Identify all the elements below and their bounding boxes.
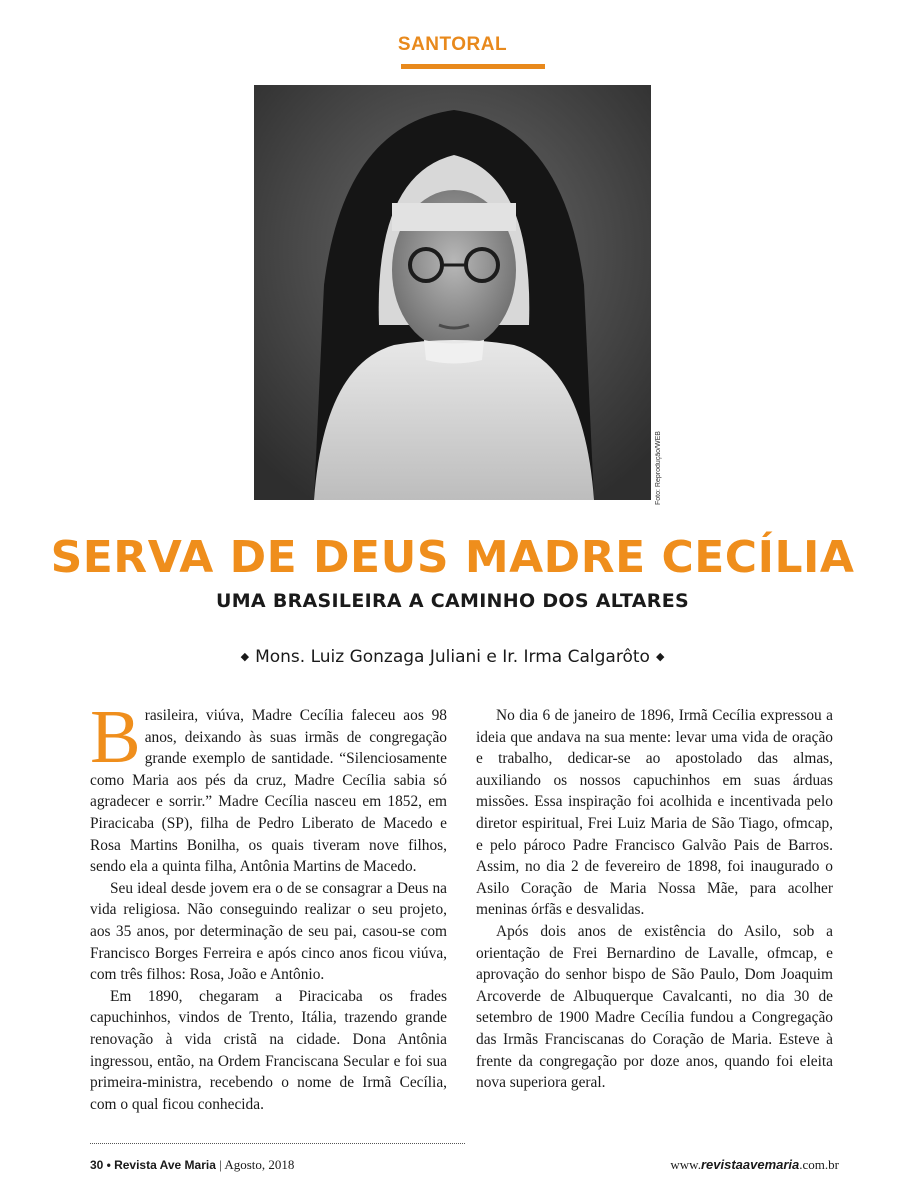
byline-authors: Mons. Luiz Gonzaga Juliani e Ir. Irma Calgarôto (255, 647, 650, 667)
footer-folio (90, 1157, 294, 1173)
section-rule (401, 64, 545, 69)
issue-date: Agosto, 2018 (224, 1157, 295, 1172)
footer-url[interactable]: www.revistaavemaria.com.br (670, 1157, 839, 1172)
article-title: SERVA DE DEUS MADRE CECÍLIA (50, 532, 855, 583)
paragraph: Seu ideal desde jovem era o de se consagrar a Deus na vida religiosa. Não conseguindo realizar o seu projeto, aos 35 anos, por determinação de seu pai, casou-se com Francisco Borges Ferreira e após cinco anos ficou viúva, com três filhos: Rosa, João e Antônio. (90, 879, 447, 984)
drop-cap: B (90, 695, 141, 779)
page-number: 30 (90, 1158, 104, 1172)
paragraph: No dia 6 de janeiro de 1896, Irmã Cecília expressou a ideia que andava na sua mente: levar uma vida de oração e trabalho, dedicar-se ao apostolado das almas, auxiliando os nossos capuchinhos em suas árduas missões. Essa inspiração foi acolhida e incentivada pelo diretor espiritual, Frei Luiz Maria de São Tiago, ofmcap, e pelo pároco Padre Francisco Galvão Pais de Barros. Assim, no dia 2 de fevereiro de 1898, foi inaugurado o Asilo Coração de Maria Nossa Mãe, para acolher meninas órfãs e desvalidas. (476, 707, 833, 919)
paragraph: Brasileira, viúva, Madre Cecília faleceu aos 98 anos, deixando às suas irmãs de congregação grande exemplo de santidade. “Silenciosamente como Maria aos pés da cruz, Madre Cecília sabia só agradecer e sorrir.” Madre Cecília nasceu em 1852, em Piracicaba (SP), filha de Pedro Liberato de Macedo e Rosa Martins Bonilha, os quais tiveram nove filhos, sendo ela a quinta filha, Antônia Martins de Macedo. (90, 695, 447, 876)
portrait-photo (254, 85, 651, 500)
article-column-left (90, 695, 447, 1115)
footer-divider-bar: | (219, 1157, 222, 1172)
byline (0, 647, 905, 667)
footer-separator: • (106, 1158, 111, 1172)
article-subtitle: UMA BRASILEIRA A CAMINHO DOS ALTARES (215, 590, 689, 612)
paragraph: Após dois anos de existência do Asilo, sob a orientação de Frei Bernardino de Lavalle, ofmcap, e aprovação do senhor bispo de São Paulo, Dom Joaquim Arcoverde de Albuquerque Cavalcanti, no dia 30 de setembro de 1900 Madre Cecília fundou a Congregação das Irmãs Franciscanas do Coração de Maria. Esteve à frente da congregação por doze anos, quando foi eleita nova superiora geral. (476, 922, 833, 1092)
section-label: SANTORAL (397, 34, 508, 55)
footer-divider (90, 1143, 465, 1144)
byline-diamond-icon: ◆ (655, 650, 665, 663)
article-column-right (476, 705, 833, 1094)
portrait-illustration (254, 85, 651, 500)
photo-credit: Foto: Reprodução/WEB (655, 431, 662, 505)
magazine-name: Revista Ave Maria (114, 1158, 216, 1172)
byline-diamond-icon: ◆ (240, 650, 250, 663)
paragraph: Em 1890, chegaram a Piracicaba os frades capuchinhos, vindos de Trento, Itália, trazendo grande renovação à vida cristã na cidade. Dona Antônia ingressou, então, na Ordem Franciscana Secular e foi sua primeira-ministra, recebendo o nome de Irmã Cecília, com o qual ficou conhecida. (90, 987, 447, 1113)
